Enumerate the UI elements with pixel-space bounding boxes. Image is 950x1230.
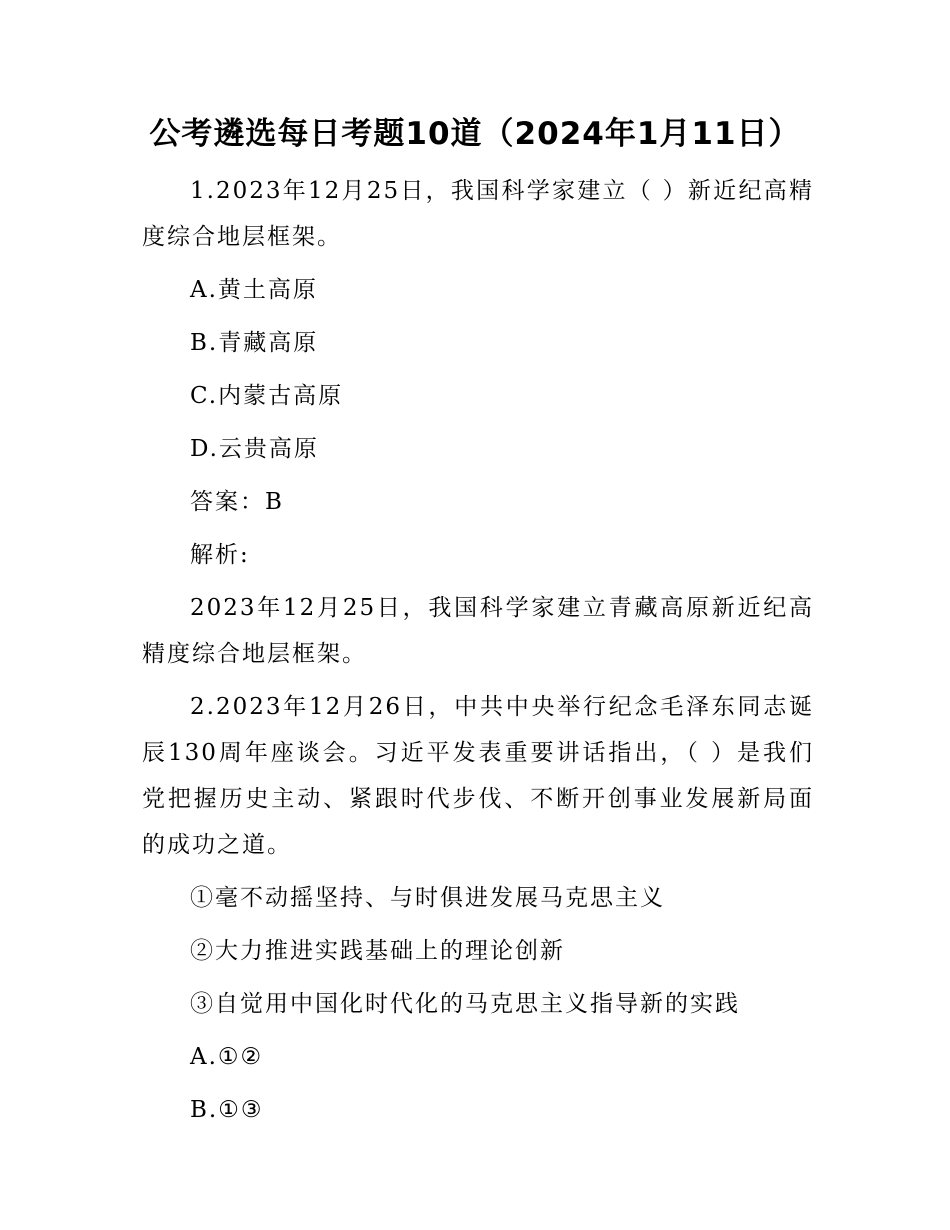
question-2-option-a: A.①② (190, 1044, 264, 1070)
question-2-option-b: B.①③ (190, 1097, 264, 1123)
question-1-analysis: 2023年12月25日，我国科学家建立青藏高原新近纪高精度综合地层框架。 (142, 595, 814, 667)
question-1-option-d: D.云贵高原 (190, 436, 319, 462)
question-2-item-3: ③自觉用中国化时代化的马克思主义指导新的实践 (190, 991, 740, 1017)
document-body (142, 168, 814, 1140)
question-1-option-c: C.内蒙古高原 (190, 383, 344, 409)
question-1-option-a: A.黄土高原 (190, 277, 318, 303)
question-2-item-1: ①毫不动摇坚持、与时俱进发展马克思主义 (190, 885, 665, 911)
question-2-item-2: ②大力推进实践基础上的理论创新 (190, 938, 565, 964)
question-1-analysis-label: 解析: (190, 542, 250, 568)
document-title: 公考遴选每日考题10道（2024年1月11日） (149, 116, 801, 152)
question-2-stem: 2.2023年12月26日，中共中央举行纪念毛泽东同志诞辰130周年座谈会。习近平发表重要讲话指出，（ ）是我们党把握历史主动、紧跟时代步伐、不断开创事业发展新局面的成功之道。 (142, 694, 814, 858)
question-1-option-b: B.青藏高原 (190, 330, 319, 356)
question-1-stem: 1.2023年12月25日，我国科学家建立（ ）新近纪高精度综合地层框架。 (142, 178, 814, 250)
question-1-answer: 答案：B (190, 489, 284, 515)
